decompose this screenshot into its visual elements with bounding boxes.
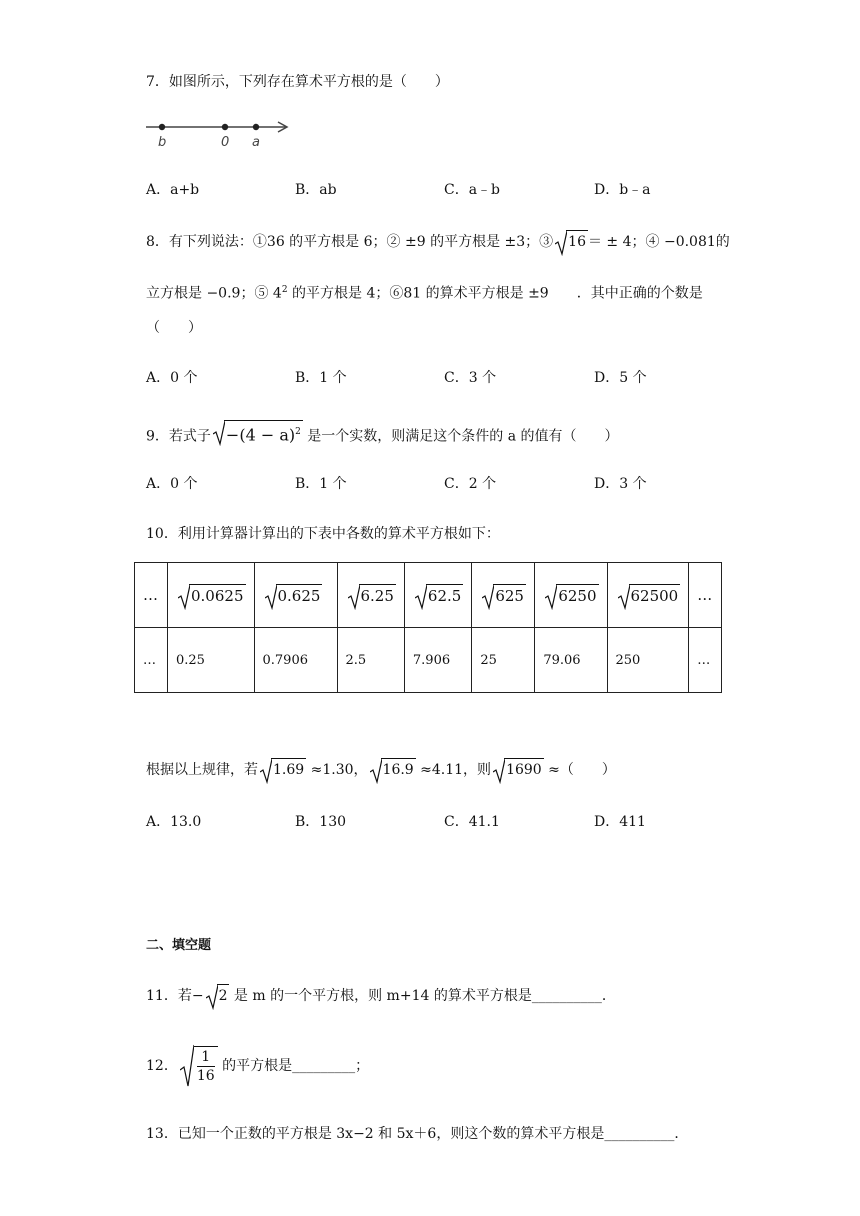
table-cell: 625 [472, 563, 535, 628]
sqrt-16.9: 16.9 [370, 758, 416, 781]
q10-option-b[interactable]: B．130 [295, 814, 347, 830]
q9-option-c[interactable]: C．2 个 [444, 476, 497, 492]
q10-rule-mid2: ≈4.11，则 [415, 762, 492, 778]
q10-rule-post: ≈（ ） [543, 762, 616, 778]
q12-pre: 12． [146, 1058, 178, 1074]
table-cell: … [689, 563, 722, 628]
table-cell: 0.625 [254, 563, 337, 628]
q11-pre: 11．若 [146, 988, 192, 1004]
table-cell: 62.5 [404, 563, 471, 628]
q9-option-a[interactable]: A．0 个 [146, 476, 198, 492]
q9-option-b[interactable]: B．1 个 [295, 476, 347, 492]
label-0: 0 [221, 135, 230, 150]
table-cell: 6250 [535, 563, 607, 628]
question-12 [146, 1044, 369, 1088]
sqrt-expression: $-(4 - a)^2$ [213, 420, 303, 446]
sqrt-1690: 1690 [493, 758, 544, 781]
question-8-line-3: （ ） [146, 320, 202, 336]
q8-option-a[interactable]: A．0 个 [146, 370, 198, 386]
question-10-rule [146, 758, 616, 781]
q10-option-d[interactable]: D．411 [594, 814, 646, 830]
q9-option-d[interactable]: D．3 个 [594, 476, 647, 492]
q11-neg: − [191, 988, 204, 1004]
table-row-radicands [135, 563, 722, 628]
table-cell: 62500 [607, 563, 689, 628]
q8-option-c[interactable]: C．3 个 [444, 370, 497, 386]
table-cell: 2.5 [337, 628, 404, 693]
table-cell: 250 [607, 628, 689, 693]
question-8-line-1 [146, 230, 730, 253]
q10-rule-pre: 根据以上规律，若 [146, 762, 258, 778]
question-9 [146, 420, 619, 446]
q9-text-a: 9．若式子 [146, 428, 211, 445]
q7-option-b[interactable]: B．ab [295, 182, 337, 198]
q8-text-a: 8．有下列说法：①36 的平方根是 6；② ±9 的平方根是 ±3；③ [146, 234, 554, 250]
q8-text-d: 的平方根是 4；⑥81 的算术平方根是 ±9 ．其中正确的个数是 [287, 285, 703, 302]
table-cell: 0.7906 [254, 628, 337, 693]
question-7: 7．如图所示，下列存在算术平方根的是（ ） [146, 74, 449, 90]
sqrt-16: 16 [555, 230, 588, 253]
q10-option-a[interactable]: A．13.0 [146, 814, 202, 830]
label-a: a [252, 135, 260, 150]
table-row-results [135, 628, 722, 693]
point-a [253, 124, 259, 130]
q8-option-b[interactable]: B．1 个 [295, 370, 347, 386]
table-cell: … [689, 628, 722, 693]
q8-sup: 2 [281, 285, 288, 295]
q12-post: 的平方根是_________； [217, 1058, 370, 1074]
label-b: b [158, 135, 167, 150]
sqrt-1.69: 1.69 [260, 758, 306, 781]
q8-option-d[interactable]: D．5 个 [594, 370, 647, 386]
sqrt-2: 2 [206, 984, 230, 1007]
table-cell: 25 [472, 628, 535, 693]
question-10: 10．利用计算器计算出的下表中各数的算术平方根如下： [146, 526, 500, 542]
q10-rule-mid1: ≈1.30， [306, 762, 368, 778]
q11-post: 是 m 的一个平方根，则 m+14 的算术平方根是__________． [229, 988, 616, 1004]
section-heading: 二、填空题 [146, 938, 212, 953]
q10-option-c[interactable]: C．41.1 [444, 814, 500, 830]
question-8-line-2 [146, 280, 703, 304]
q8-text-c: 立方根是 −0.9；⑤ 4 [146, 285, 282, 302]
table-cell: 6.25 [337, 563, 404, 628]
table-cell: 0.0625 [168, 563, 255, 628]
sqrt-fraction [180, 1044, 218, 1088]
question-11 [146, 984, 616, 1007]
table-cell: 7.906 [404, 628, 471, 693]
table-cell: 0.25 [168, 628, 255, 693]
point-0 [222, 124, 228, 130]
sqrt-table [134, 562, 722, 693]
q7-option-d[interactable]: D．b﹣a [594, 182, 651, 198]
q7-option-a[interactable]: A．a+b [146, 182, 200, 198]
q9-text-b: 是一个实数，则满足这个条件的 a 的值有（ ） [302, 428, 619, 445]
q7-option-c[interactable]: C．a﹣b [444, 182, 501, 198]
fraction-denominator: 16 [196, 1067, 215, 1084]
table-cell: … [135, 628, 168, 693]
q8-text-b: ＝ ± 4；④ −0.081的 [587, 234, 730, 250]
fraction-numerator: 1 [197, 1048, 215, 1067]
question-13: 13．已知一个正数的平方根是 3x−2 和 5x＋6，则这个数的算术平方根是__________． [146, 1126, 689, 1142]
table-cell: … [135, 563, 168, 628]
point-b [159, 124, 165, 130]
number-line-figure [144, 116, 294, 152]
table-cell: 79.06 [535, 628, 607, 693]
